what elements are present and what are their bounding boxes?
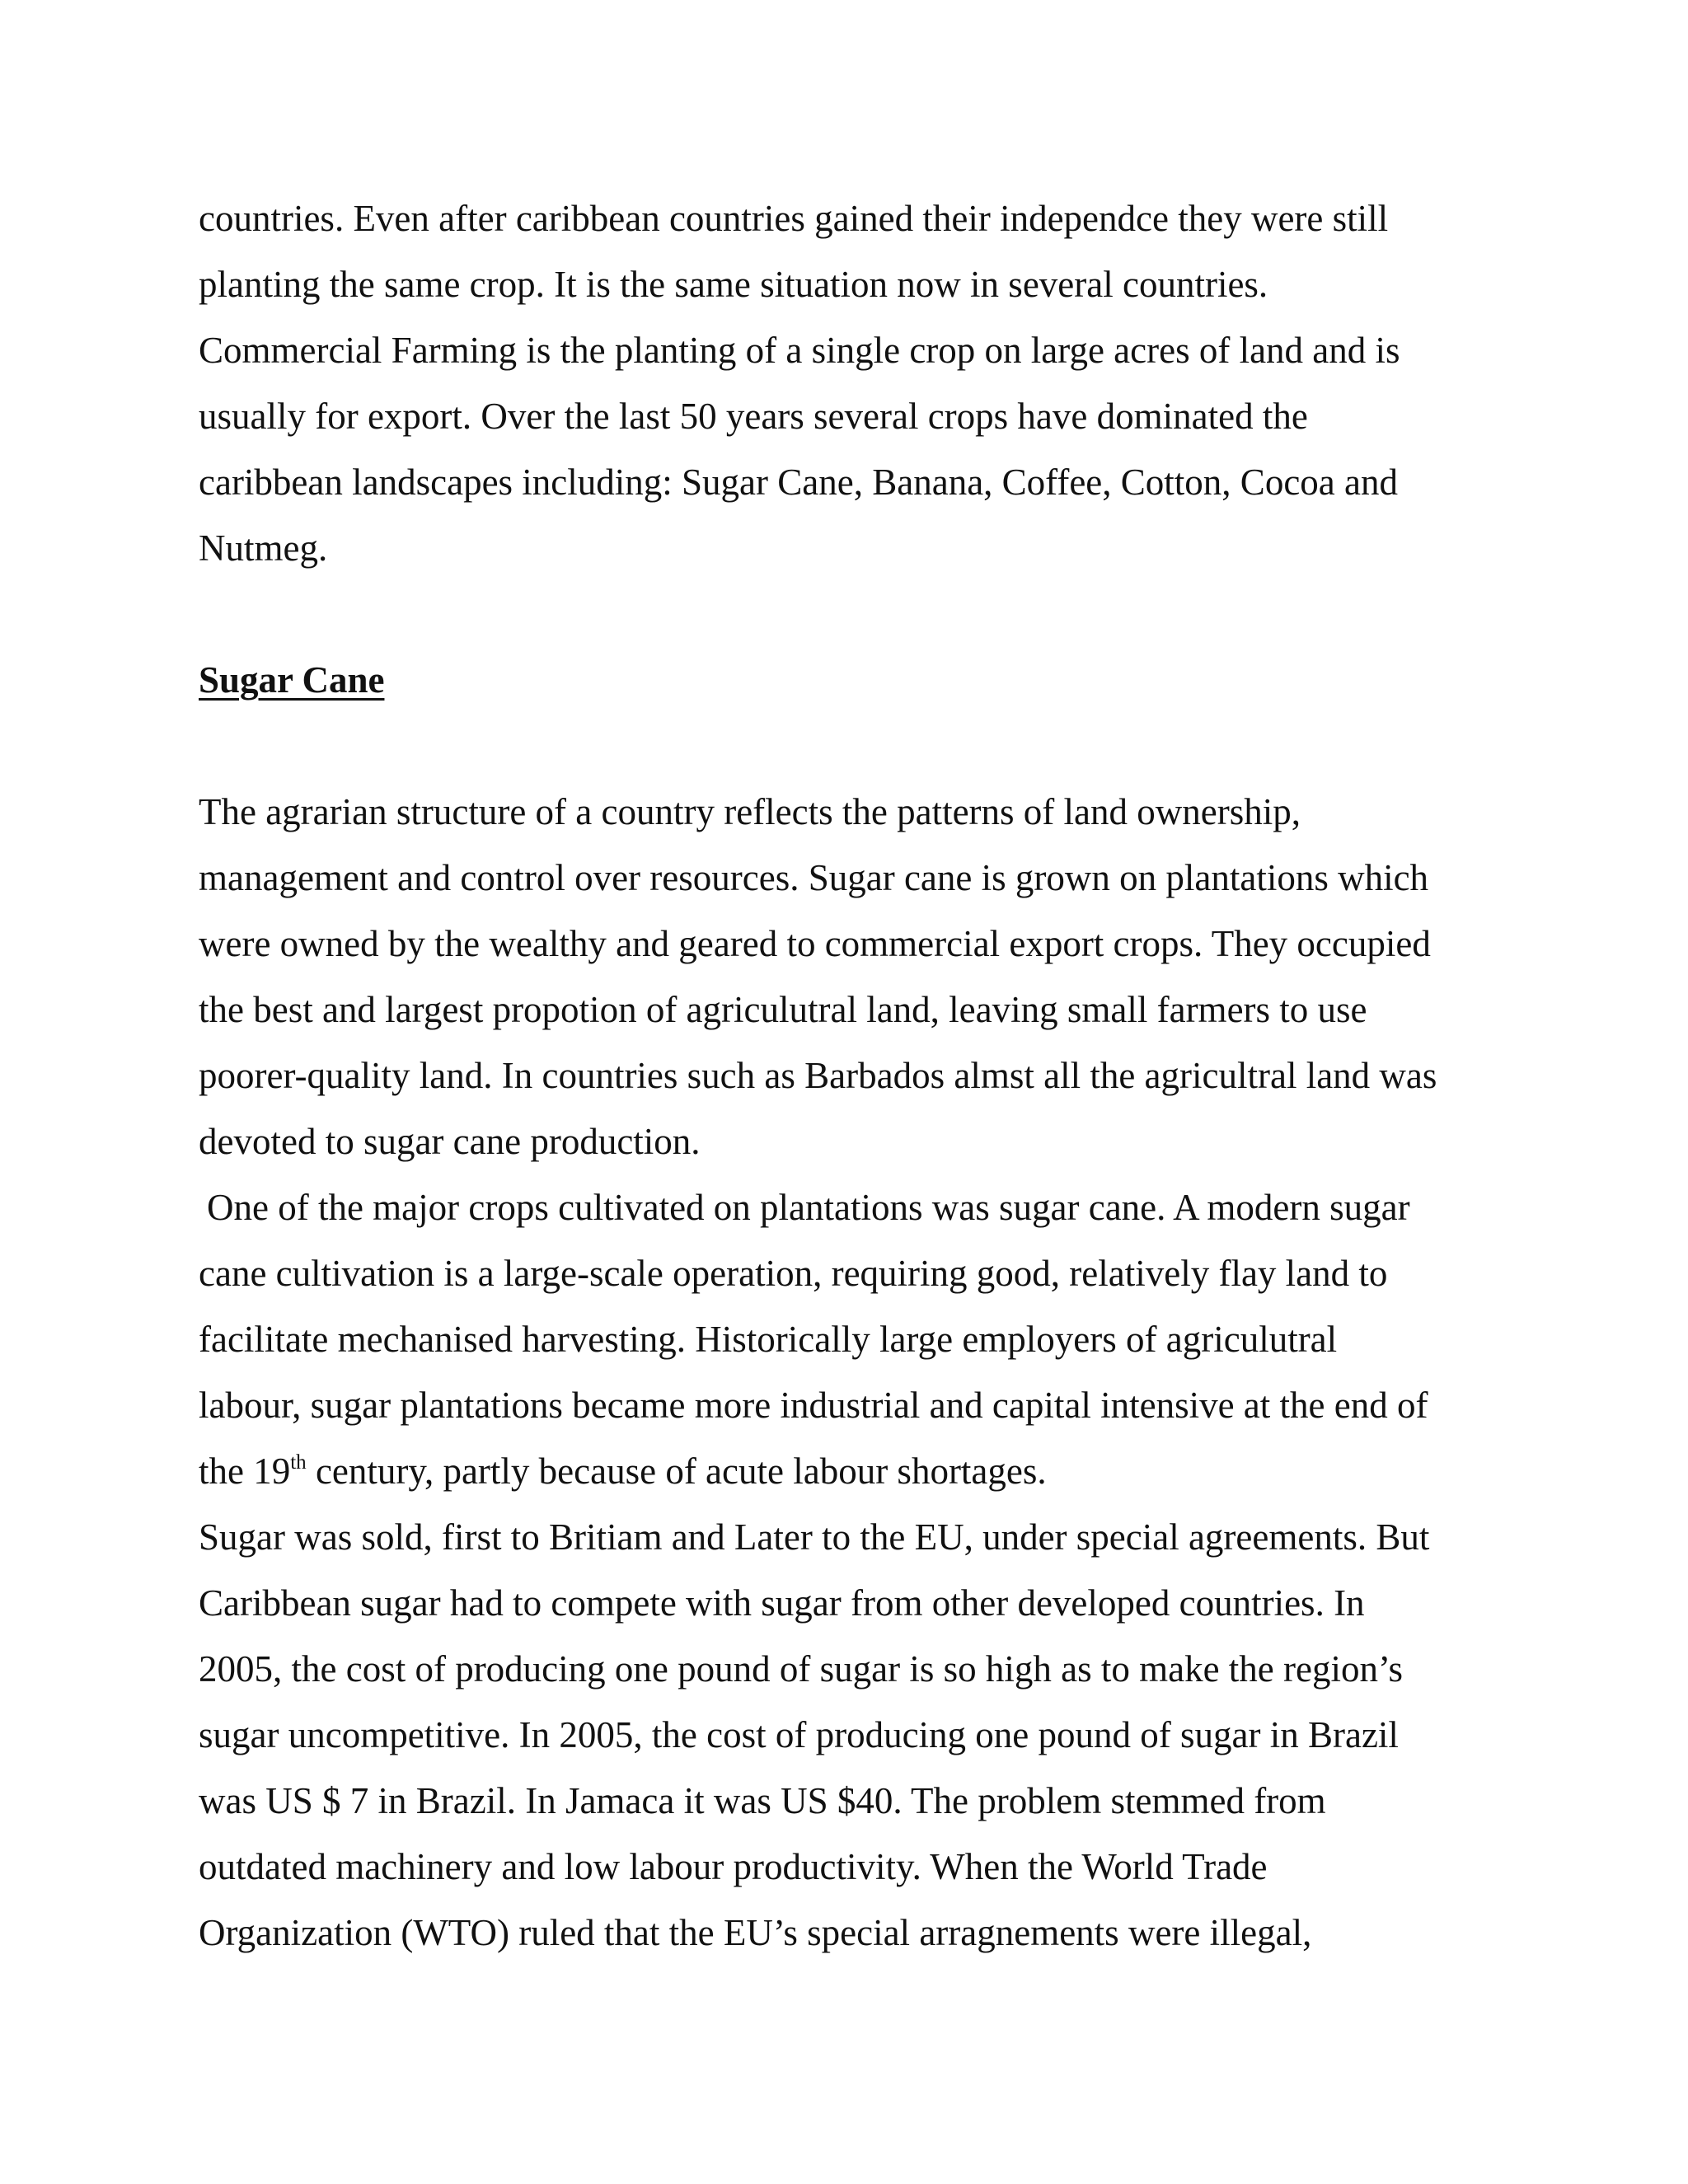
paragraph-line: cane cultivation is a large-scale operation, requiring good, relatively flay land to xyxy=(199,1253,1388,1294)
century-line-after: century, partly because of acute labour shortages. xyxy=(306,1451,1047,1492)
paragraph-line: usually for export. Over the last 50 years several crops have dominated the xyxy=(199,396,1308,437)
paragraph-line: The agrarian structure of a country reflects the patterns of land ownership, xyxy=(199,791,1301,832)
paragraph-line: were owned by the wealthy and geared to commercial export crops. They occupied xyxy=(199,923,1431,964)
century-line xyxy=(199,1448,1047,1501)
paragraph-line: planting the same crop. It is the same situation now in several countries. xyxy=(199,264,1268,305)
paragraph-line: was US $ 7 in Brazil. In Jamaca it was US $40. The problem stemmed from xyxy=(199,1780,1326,1821)
paragraph-line: countries. Even after caribbean countries gained their independce they were still xyxy=(199,198,1389,239)
paragraph-line: Organization (WTO) ruled that the EU’s special arragnements were illegal, xyxy=(199,1912,1312,1953)
paragraph-line: Nutmeg. xyxy=(199,527,328,569)
section-heading: Sugar Cane xyxy=(199,659,385,701)
paragraph-line: facilitate mechanised harvesting. Historically large employers of agriculutral xyxy=(199,1319,1338,1360)
ordinal-superscript: th xyxy=(290,1451,307,1474)
century-line-before: the 19 xyxy=(199,1451,291,1492)
paragraph-line: devoted to sugar cane production. xyxy=(199,1121,701,1162)
paragraph-line: poorer-quality land. In countries such as Barbados almst all the agricultral land was xyxy=(199,1055,1437,1096)
paragraph-line: the best and largest propotion of agriculutral land, leaving small farmers to use xyxy=(199,989,1367,1030)
paragraph-line: Caribbean sugar had to compete with sugar from other developed countries. In xyxy=(199,1582,1365,1624)
paragraph-line: management and control over resources. Sugar cane is grown on plantations which xyxy=(199,857,1429,898)
paragraph-line: 2005, the cost of producing one pound of sugar is so high as to make the region’s xyxy=(199,1648,1404,1690)
paragraph-line: labour, sugar plantations became more industrial and capital intensive at the end of xyxy=(199,1385,1428,1426)
paragraph-line: sugar uncompetitive. In 2005, the cost of producing one pound of sugar in Brazil xyxy=(199,1714,1399,1755)
paragraph-line: Sugar was sold, first to Britiam and Later to the EU, under special agreements. But xyxy=(199,1516,1430,1558)
paragraph-line: outdated machinery and low labour productivity. When the World Trade xyxy=(199,1846,1268,1887)
paragraph-line: One of the major crops cultivated on plantations was sugar cane. A modern sugar xyxy=(207,1187,1410,1228)
paragraph-line: caribbean landscapes including: Sugar Cane, Banana, Coffee, Cotton, Cocoa and xyxy=(199,462,1398,503)
paragraph-line: Commercial Farming is the planting of a single crop on large acres of land and is xyxy=(199,330,1400,371)
